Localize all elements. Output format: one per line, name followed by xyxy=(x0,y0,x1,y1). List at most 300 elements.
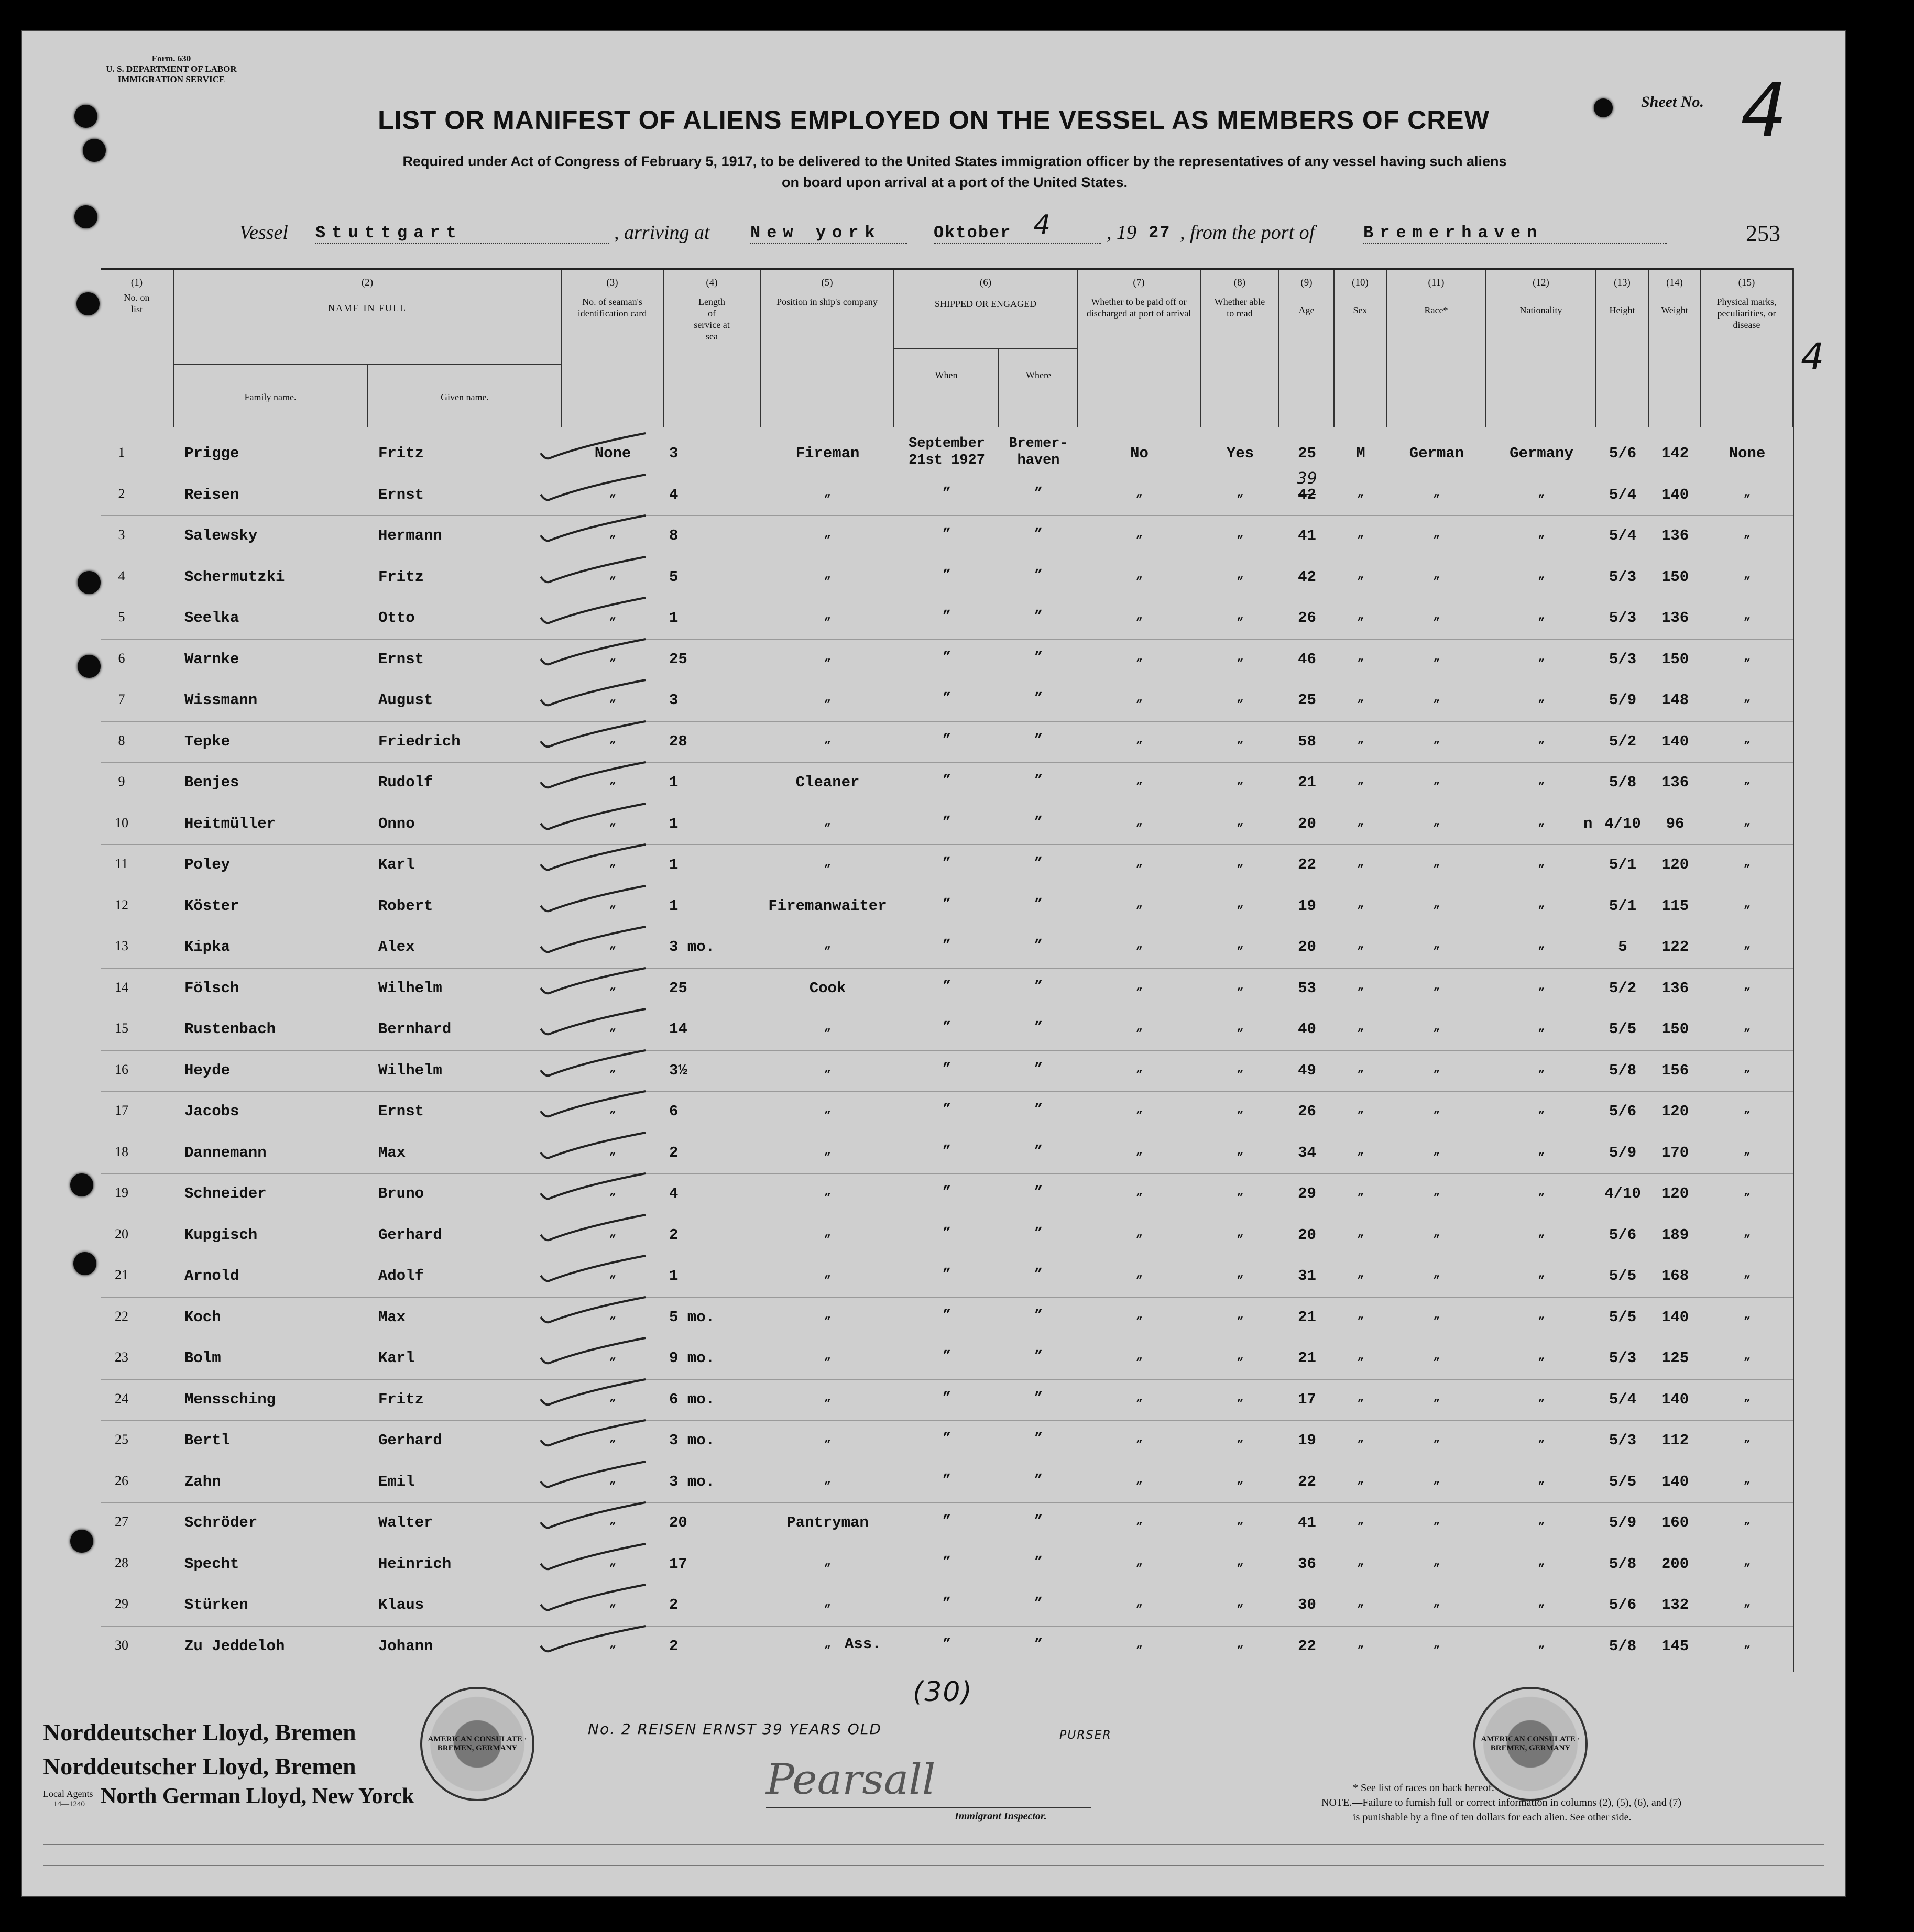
check-mark-icon xyxy=(535,1214,651,1245)
cell-race: „ xyxy=(1433,1267,1440,1280)
cell-race: „ xyxy=(1433,1061,1440,1075)
cell-card: „ xyxy=(609,609,617,622)
cell-height: 5/3 xyxy=(1609,1349,1637,1367)
cell-when: „ xyxy=(942,970,951,986)
col-number: (4) xyxy=(706,277,718,288)
cell-service: 3 mo. xyxy=(669,938,715,956)
cell-marks: „ xyxy=(1743,1473,1751,1486)
cell-paid: „ xyxy=(1135,1514,1143,1527)
col-number: (2) xyxy=(361,277,374,288)
document-title: LIST OR MANIFEST OF ALIENS EMPLOYED ON THE VESSEL AS MEMBERS OF CREW xyxy=(378,105,1490,135)
cell-paid: „ xyxy=(1135,897,1143,910)
cell-marks: „ xyxy=(1743,650,1751,664)
header-col-3 xyxy=(562,270,664,427)
cell-sex: „ xyxy=(1357,609,1364,622)
service-name: IMMIGRATION SERVICE xyxy=(117,74,225,84)
check-mark-icon xyxy=(535,1255,651,1286)
cell-read: „ xyxy=(1237,774,1244,787)
cell-race: „ xyxy=(1433,1226,1440,1239)
cell-service: 3 mo. xyxy=(669,1473,715,1490)
cell-service: 2 xyxy=(669,1596,679,1613)
cell-family: Zahn xyxy=(184,1473,221,1490)
cell-family: Menssching xyxy=(184,1390,276,1408)
cell-race: „ xyxy=(1433,568,1440,581)
cell-family: Schermutzki xyxy=(184,568,285,586)
cell-marks: „ xyxy=(1743,938,1751,951)
cell-age: 30 xyxy=(1298,1596,1316,1613)
footer-rule xyxy=(43,1844,1824,1845)
cell-position: „ xyxy=(824,1226,832,1239)
cell-position: „ xyxy=(824,527,832,540)
cell-nationality: „ xyxy=(1538,486,1545,499)
cell-no: 12 xyxy=(115,897,128,913)
cell-read: „ xyxy=(1237,1185,1244,1198)
punch-hole xyxy=(78,571,101,594)
cell-race: „ xyxy=(1433,609,1440,622)
col-label: Length of service at sea xyxy=(694,297,730,342)
cell-family: Kipka xyxy=(184,938,231,956)
cell-position: Cook xyxy=(809,979,846,997)
cell-sex: „ xyxy=(1357,1061,1364,1075)
check-mark-icon xyxy=(535,761,651,793)
cell-height: 5 xyxy=(1618,938,1627,956)
cell-where: „ xyxy=(1034,888,1043,904)
cell-given: Hermann xyxy=(378,527,442,544)
check-mark-icon xyxy=(535,1172,651,1204)
cell-given: Ernst xyxy=(378,650,424,668)
cell-race: „ xyxy=(1433,815,1440,828)
cell-no: 27 xyxy=(115,1514,128,1529)
cell-weight: 140 xyxy=(1661,486,1689,503)
check-mark-icon xyxy=(535,843,651,875)
cell-card: „ xyxy=(609,1061,617,1075)
cell-paid: „ xyxy=(1135,1432,1143,1445)
cell-family: Wissmann xyxy=(184,691,258,709)
cell-position: „ xyxy=(824,1596,832,1609)
when-label: When xyxy=(935,370,958,380)
arriving-label: , arriving at xyxy=(614,222,710,244)
cell-marks: „ xyxy=(1743,486,1751,499)
cell-where: „ xyxy=(1034,1587,1043,1603)
cell-where: „ xyxy=(1034,765,1043,781)
voyage-line xyxy=(22,210,1845,251)
cell-when: „ xyxy=(942,1052,951,1069)
cell-age: 26 xyxy=(1298,609,1316,627)
cell-nationality: „ xyxy=(1538,1020,1545,1034)
cell-age: 19 xyxy=(1298,897,1316,915)
cell-no: 5 xyxy=(118,609,125,624)
inspector-label: Immigrant Inspector. xyxy=(955,1810,1047,1822)
cell-weight: 150 xyxy=(1661,650,1689,668)
cell-where: „ xyxy=(1034,970,1043,986)
cell-weight: 156 xyxy=(1661,1061,1689,1079)
cell-when: „ xyxy=(942,1012,951,1027)
cell-race: „ xyxy=(1433,938,1440,951)
cell-age: 41 xyxy=(1298,527,1316,544)
cell-height: 5/8 xyxy=(1609,1637,1637,1655)
cell-sex: „ xyxy=(1357,815,1364,828)
cell-sex: „ xyxy=(1357,1473,1364,1486)
cell-nationality: „ xyxy=(1538,1555,1545,1568)
cell-where: „ xyxy=(1034,518,1043,534)
cell-where: „ xyxy=(1034,600,1043,616)
cell-no: 17 xyxy=(115,1103,128,1118)
cell-paid: „ xyxy=(1135,1267,1143,1280)
col-number: (13) xyxy=(1614,277,1631,288)
cell-service: 5 mo. xyxy=(669,1308,715,1326)
cell-family: Poley xyxy=(184,856,231,873)
cell-where: Bremer- haven xyxy=(1009,436,1068,468)
consulate-seal-left xyxy=(420,1687,534,1801)
cell-paid: „ xyxy=(1135,1103,1143,1116)
cell-read: „ xyxy=(1237,1596,1244,1609)
cell-nationality: „ xyxy=(1538,650,1545,664)
cell-race: „ xyxy=(1433,486,1440,499)
cell-height: 5/4 xyxy=(1609,1390,1637,1408)
cell-where: „ xyxy=(1034,1381,1043,1398)
cell-position: Fireman xyxy=(795,445,860,462)
cell-age: 36 xyxy=(1298,1555,1316,1573)
cell-no: 19 xyxy=(115,1185,128,1200)
cell-sex: „ xyxy=(1357,1308,1364,1322)
cell-sex: „ xyxy=(1357,1103,1364,1116)
check-mark-icon xyxy=(535,474,651,505)
cell-service: 28 xyxy=(669,732,687,750)
cell-family: Specht xyxy=(184,1555,239,1573)
cell-height: 5/2 xyxy=(1609,979,1637,997)
agent-stamp-1: Norddeutscher Lloyd, Bremen xyxy=(43,1719,356,1746)
cell-height: 5/3 xyxy=(1609,1432,1637,1449)
cell-sex: „ xyxy=(1357,979,1364,993)
cell-sex: „ xyxy=(1357,1144,1364,1157)
cell-marks: „ xyxy=(1743,1349,1751,1363)
cell-age: 20 xyxy=(1298,938,1316,956)
cell-race: „ xyxy=(1433,650,1440,664)
cell-sex: „ xyxy=(1357,897,1364,910)
col-number: (3) xyxy=(606,277,618,288)
cell-position: „ xyxy=(824,1555,832,1568)
cell-position: „ xyxy=(824,1103,832,1116)
cell-race: „ xyxy=(1433,691,1440,705)
check-mark-icon xyxy=(535,638,651,669)
cell-card: „ xyxy=(609,486,617,499)
cell-race: „ xyxy=(1433,1432,1440,1445)
cell-no: 14 xyxy=(115,979,128,995)
cell-no: 29 xyxy=(115,1596,128,1611)
col-label: Race* xyxy=(1424,305,1448,315)
cell-sex: „ xyxy=(1357,650,1364,664)
cell-where: „ xyxy=(1034,1217,1043,1233)
cell-paid: „ xyxy=(1135,1144,1143,1157)
cell-nationality: „ xyxy=(1538,1308,1545,1322)
cell-given: Wilhelm xyxy=(378,1061,442,1079)
cell-family: Reisen xyxy=(184,486,239,503)
cell-marks: „ xyxy=(1743,774,1751,787)
row-rule xyxy=(101,1091,1793,1092)
cell-given: Adolf xyxy=(378,1267,424,1285)
cell-height: 5/5 xyxy=(1609,1308,1637,1326)
check-mark-icon xyxy=(535,926,651,957)
cell-paid: „ xyxy=(1135,938,1143,951)
cell-height: 5/8 xyxy=(1609,1555,1637,1573)
cell-when: „ xyxy=(942,1094,951,1110)
col-number: (12) xyxy=(1533,277,1549,288)
cell-paid: „ xyxy=(1135,527,1143,540)
cell-read: „ xyxy=(1237,486,1244,499)
cell-weight: 140 xyxy=(1661,732,1689,750)
cell-race: „ xyxy=(1433,774,1440,787)
punch-hole xyxy=(78,655,101,678)
cell-card: „ xyxy=(609,568,617,581)
cell-marks: „ xyxy=(1743,1226,1751,1239)
cell-position: „ xyxy=(824,609,832,622)
cell-no: 2 xyxy=(118,486,125,501)
cell-weight: 120 xyxy=(1661,856,1689,873)
cell-family: Heyde xyxy=(184,1061,231,1079)
cell-position: Firemanwaiter xyxy=(768,897,887,915)
col-label: Weight xyxy=(1661,305,1688,315)
cell-where: „ xyxy=(1034,806,1043,822)
cell-age: 20 xyxy=(1298,815,1316,832)
check-mark-icon xyxy=(535,1419,651,1451)
cell-no: 26 xyxy=(115,1473,128,1488)
cell-marks: „ xyxy=(1743,1020,1751,1034)
cell-age: 21 xyxy=(1298,1308,1316,1326)
cell-read: „ xyxy=(1237,1390,1244,1404)
cell-nationality: „ xyxy=(1538,1061,1545,1075)
cell-weight: 168 xyxy=(1661,1267,1689,1285)
cell-race: „ xyxy=(1433,897,1440,910)
footer-rule xyxy=(43,1865,1824,1866)
cell-weight: 136 xyxy=(1661,527,1689,544)
col-number: (8) xyxy=(1233,277,1246,288)
cell-height: 5/2 xyxy=(1609,732,1637,750)
cell-read: „ xyxy=(1237,691,1244,705)
check-mark-icon xyxy=(535,514,651,546)
col-label: Physical marks, peculiarities, or disease xyxy=(1716,297,1777,330)
cell-where: „ xyxy=(1034,477,1043,493)
department-name: U. S. DEPARTMENT OF LABOR xyxy=(106,64,237,74)
cell-given: Gerhard xyxy=(378,1432,442,1449)
cell-race: „ xyxy=(1433,732,1440,746)
cell-position: „ xyxy=(824,1185,832,1198)
col-label: Age xyxy=(1298,305,1315,315)
cell-service: 20 xyxy=(669,1514,687,1531)
check-mark-icon xyxy=(535,1049,651,1081)
cell-no: 20 xyxy=(115,1226,128,1242)
document-subtitle xyxy=(274,151,1636,193)
cell-age: 25 xyxy=(1298,445,1316,462)
col-number: (9) xyxy=(1300,277,1313,288)
cell-paid: „ xyxy=(1135,609,1143,622)
cell-nationality: „ xyxy=(1538,815,1545,828)
where-header xyxy=(999,348,1078,428)
header-col-10 xyxy=(1335,270,1387,427)
from-port-label: , from the port of xyxy=(1180,222,1315,244)
cell-race: „ xyxy=(1433,1308,1440,1322)
check-mark-icon xyxy=(535,432,651,464)
cell-nationality: „ xyxy=(1538,897,1545,910)
cell-nationality: „ xyxy=(1538,1514,1545,1527)
cell-family: Dannemann xyxy=(184,1144,267,1161)
check-mark-icon xyxy=(535,1625,651,1656)
cell-position: „ xyxy=(824,691,832,705)
cell-family: Zu Jeddeloh xyxy=(184,1637,285,1655)
cell-paid: „ xyxy=(1135,1473,1143,1486)
cell-position: „ xyxy=(824,732,832,746)
page-number: 253 xyxy=(1746,221,1780,246)
cell-read: „ xyxy=(1237,1514,1244,1527)
cell-height: 5/9 xyxy=(1609,1514,1637,1531)
col-label: Sex xyxy=(1353,305,1368,315)
cell-sex: „ xyxy=(1357,1432,1364,1445)
cell-service: 1 xyxy=(669,897,679,915)
cell-given: Fritz xyxy=(378,568,424,586)
fine-note-line-2: is punishable by a fine of ten dollars for each alien. See other side. xyxy=(1353,1812,1632,1823)
family-name-label: Family name. xyxy=(244,392,297,402)
cell-service: 1 xyxy=(669,1267,679,1285)
header-col-15 xyxy=(1701,270,1793,427)
cell-nationality: „ xyxy=(1538,691,1545,705)
cell-read: „ xyxy=(1237,979,1244,993)
cell-family: Kupgisch xyxy=(184,1226,258,1244)
col-number: (14) xyxy=(1666,277,1683,288)
cell-race: „ xyxy=(1433,527,1440,540)
cell-weight: 132 xyxy=(1661,1596,1689,1613)
check-mark-icon xyxy=(535,1378,651,1410)
cell-weight: 150 xyxy=(1661,1020,1689,1038)
header-col-12 xyxy=(1486,270,1596,427)
header-col-1 xyxy=(101,270,174,427)
cell-age: 53 xyxy=(1298,979,1316,997)
header-col-14 xyxy=(1649,270,1701,427)
cell-height: 5/9 xyxy=(1609,1144,1637,1161)
cell-given: Wilhelm xyxy=(378,979,442,997)
cell-age: 34 xyxy=(1298,1144,1316,1161)
cell-sex: „ xyxy=(1357,486,1364,499)
cell-card: „ xyxy=(609,1267,617,1280)
cell-position: „ xyxy=(824,1473,832,1486)
cell-when: „ xyxy=(942,929,951,945)
cell-service: 9 mo. xyxy=(669,1349,715,1367)
cell-when: „ xyxy=(942,888,951,904)
cell-age: 42 xyxy=(1298,568,1316,586)
cell-marks: „ xyxy=(1743,1144,1751,1157)
cell-marks: „ xyxy=(1743,1308,1751,1322)
cell-race: „ xyxy=(1433,1390,1440,1404)
cell-paid: „ xyxy=(1135,486,1143,499)
margin-mark: 4 xyxy=(1801,335,1824,378)
cell-marks: „ xyxy=(1743,691,1751,705)
where-label: Where xyxy=(1026,370,1051,380)
cell-card: „ xyxy=(609,774,617,787)
cell-no: 22 xyxy=(115,1308,128,1324)
cell-age: 22 xyxy=(1298,1473,1316,1490)
departure-port: Bremerhaven xyxy=(1363,223,1667,244)
cell-height: 5/3 xyxy=(1609,650,1637,668)
cell-given: Bernhard xyxy=(378,1020,452,1038)
cell-position: „ xyxy=(824,1308,832,1322)
cell-weight: 150 xyxy=(1661,568,1689,586)
cell-when: „ xyxy=(942,1423,951,1439)
cell-race: „ xyxy=(1433,1555,1440,1568)
cell-family: Fölsch xyxy=(184,979,239,997)
cell-marks: „ xyxy=(1743,609,1751,622)
cell-read: „ xyxy=(1237,732,1244,746)
cell-age: 42 xyxy=(1298,486,1316,503)
row-rule xyxy=(101,1379,1793,1380)
col-label: Whether able to read xyxy=(1214,297,1265,319)
cell-family: Schröder xyxy=(184,1514,258,1531)
cell-no: 18 xyxy=(115,1144,128,1159)
cell-age: 26 xyxy=(1298,1103,1316,1120)
cell-paid: „ xyxy=(1135,650,1143,664)
cell-card: „ xyxy=(609,1637,617,1651)
agent-stamp-2: Norddeutscher Lloyd, Bremen xyxy=(43,1753,356,1780)
header-col-5 xyxy=(761,270,894,427)
cell-marks: „ xyxy=(1743,1267,1751,1280)
cell-position: „ xyxy=(824,1432,832,1445)
cell-paid: „ xyxy=(1135,856,1143,869)
cell-nationality: „ xyxy=(1538,938,1545,951)
cell-paid: „ xyxy=(1135,1308,1143,1322)
handwritten-note: No. 2 REISEN ERNST 39 YEARS OLD xyxy=(588,1720,882,1738)
cell-given: Onno xyxy=(378,815,415,832)
cell-height: 5/1 xyxy=(1609,856,1637,873)
cell-weight: 145 xyxy=(1661,1637,1689,1655)
cell-service: 1 xyxy=(669,856,679,873)
cell-no: 25 xyxy=(115,1432,128,1447)
cell-race: „ xyxy=(1433,979,1440,993)
cell-weight: 189 xyxy=(1661,1226,1689,1244)
row-rule xyxy=(101,721,1793,722)
col-number: (15) xyxy=(1738,277,1755,288)
cell-sex: M xyxy=(1356,445,1365,462)
cell-service: 4 xyxy=(669,1185,679,1202)
cell-race: „ xyxy=(1433,856,1440,869)
cell-position: „ xyxy=(824,1390,832,1404)
col-number: (11) xyxy=(1428,277,1445,288)
cell-service: 6 xyxy=(669,1103,679,1120)
cell-given: Otto xyxy=(378,609,415,627)
cell-service: 1 xyxy=(669,815,679,832)
cell-where: „ xyxy=(1034,1299,1043,1315)
row-rule xyxy=(101,515,1793,516)
cell-when: „ xyxy=(942,1135,951,1151)
cell-given: Walter xyxy=(378,1514,433,1531)
given-name-label: Given name. xyxy=(441,392,489,402)
cell-nationality: „ xyxy=(1538,732,1545,746)
check-mark-icon xyxy=(535,679,651,710)
cell-read: „ xyxy=(1237,1473,1244,1486)
cell-service: 1 xyxy=(669,774,679,791)
cell-no: 13 xyxy=(115,938,128,953)
col-label: No. on list xyxy=(124,292,150,314)
cell-nationality: „ xyxy=(1538,609,1545,622)
cell-sex: „ xyxy=(1357,1349,1364,1363)
cell-family: Köster xyxy=(184,897,239,915)
cell-marks: „ xyxy=(1743,1555,1751,1568)
cell-card: None xyxy=(594,445,631,462)
cell-position: „ xyxy=(824,938,832,951)
cell-where: „ xyxy=(1034,1505,1043,1521)
cell-when: „ xyxy=(942,477,951,493)
cell-marks: None xyxy=(1729,445,1766,462)
cell-when: „ xyxy=(942,1546,951,1562)
cell-when: „ xyxy=(942,1505,951,1521)
cell-age: 19 xyxy=(1298,1432,1316,1449)
cell-given: Emil xyxy=(378,1473,415,1490)
